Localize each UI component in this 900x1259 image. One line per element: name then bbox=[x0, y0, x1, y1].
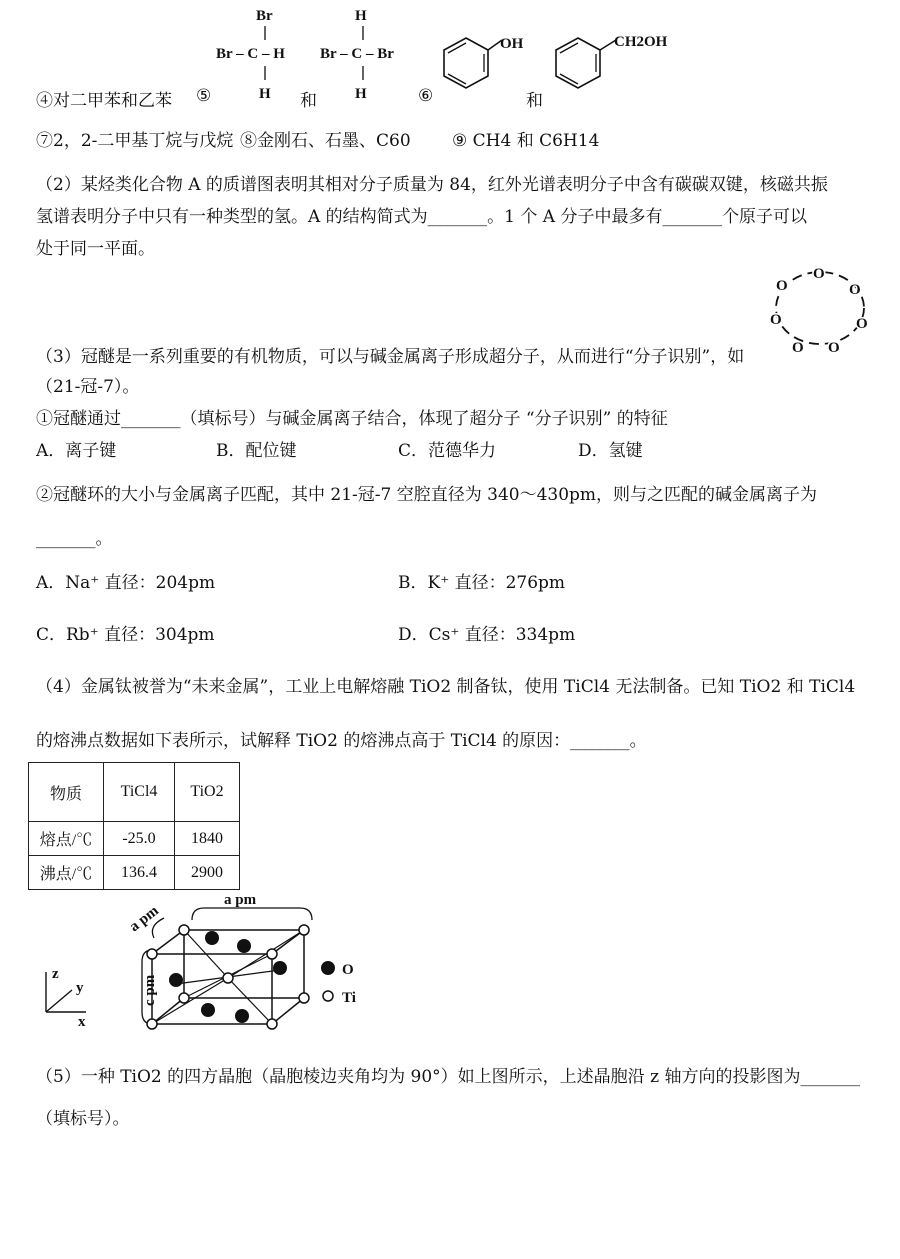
phenol-structure bbox=[436, 20, 536, 106]
legend-ti-marker bbox=[323, 991, 333, 1001]
table-cell: 沸点/℃ bbox=[29, 856, 104, 890]
oxygen-5: O bbox=[792, 340, 804, 356]
q3-blank: _______。 bbox=[36, 529, 113, 549]
table-cell: 熔点/℃ bbox=[29, 822, 104, 856]
q4-line-2: 的熔沸点数据如下表所示，试解释 TiO2 的熔沸点高于 TiCl4 的原因：_______。 bbox=[36, 731, 647, 751]
q2-line-2: 氢谱表明分子中只有一种类型的氢。A 的结构简式为_______。1 个 A 分子中最多有_______个原子可以 bbox=[36, 207, 807, 227]
oxygen-1: O bbox=[813, 266, 825, 282]
oxygen-3: O bbox=[856, 316, 868, 332]
q3-sub-1: ①冠醚通过_______（填标号）与碱金属离子结合，体现了超分子 “分子识别” 的特征 bbox=[36, 409, 668, 429]
q3-ion-option-d[interactable]: D．Cs⁺ 直径：334pm bbox=[398, 625, 576, 645]
q3-sub-2: ②冠醚环的大小与金属离子匹配，其中 21-冠-7 空腔直径为 340～430pm，则与之匹配的碱金属离子为 bbox=[36, 485, 818, 505]
q2-line-1: （2）某烃类化合物 A 的质谱图表明其相对分子质量为 84，红外光谱表明分子中含有碳碳双键，核磁共振 bbox=[36, 175, 828, 195]
q3-line-1: （3）冠醚是一系列重要的有机物质，可以与碱金属离子形成超分子，从而进行“分子识别”，如 bbox=[36, 347, 745, 367]
item-6-and: 和 bbox=[526, 91, 543, 111]
table-header: TiO2 bbox=[175, 763, 240, 822]
oxygen-6: O bbox=[770, 312, 782, 328]
q3-line-2: （21-冠-7）。 bbox=[36, 377, 140, 397]
benzyl-alcohol-structure bbox=[546, 20, 686, 106]
q5-line-1: （5）一种 TiO2 的四方晶胞（晶胞棱边夹角均为 90°）如上图所示，上述晶胞沿 z 轴方向的投影图为_______ bbox=[36, 1067, 860, 1087]
label-a-top: a pm bbox=[224, 892, 257, 908]
item-5-number: ⑤ bbox=[196, 86, 212, 106]
atom-h-bottom: H bbox=[259, 86, 271, 102]
legend-ti-label: Ti bbox=[342, 990, 356, 1006]
atom-h-bottom: H bbox=[355, 86, 367, 102]
table-cell: -25.0 bbox=[104, 822, 175, 856]
q2-line-3: 处于同一平面。 bbox=[36, 239, 155, 259]
oxygen-4: O bbox=[828, 340, 840, 356]
q3-ion-option-c[interactable]: C．Rb⁺ 直径：304pm bbox=[36, 625, 215, 645]
ch2oh-label: CH2OH bbox=[614, 34, 668, 50]
q3-option-d[interactable]: D．氢键 bbox=[578, 441, 643, 461]
item-5-and: 和 bbox=[300, 91, 317, 111]
table-header-row bbox=[29, 763, 240, 822]
atom-row: Br – C – Br bbox=[320, 46, 394, 62]
table-cell: 2900 bbox=[175, 856, 240, 890]
q3-option-b[interactable]: B．配位键 bbox=[216, 441, 297, 461]
oxygen-7: O bbox=[776, 278, 788, 294]
table-header: 物质 bbox=[29, 763, 104, 822]
axis-z-label: z bbox=[52, 966, 59, 982]
melting-boiling-table bbox=[28, 762, 240, 890]
label-a-side: a pm bbox=[126, 902, 162, 936]
legend-o-marker bbox=[321, 961, 335, 975]
table-row bbox=[29, 856, 240, 890]
item-7: ⑦2，2-二甲基丁烷与戊烷 bbox=[36, 131, 234, 151]
label-c-side: c pm bbox=[142, 974, 158, 1006]
dibromomethane-structure-2 bbox=[318, 4, 418, 104]
crown-ether-diagram bbox=[764, 258, 880, 358]
tio2-unit-cell-diagram bbox=[36, 886, 376, 1038]
atom-h-top: H bbox=[355, 8, 367, 24]
q5-line-2: （填标号）。 bbox=[36, 1109, 130, 1129]
q3-option-a[interactable]: A．离子键 bbox=[36, 441, 117, 461]
table-header: TiCl4 bbox=[104, 763, 175, 822]
axis-x-label: x bbox=[78, 1014, 86, 1030]
item-6-number: ⑥ bbox=[418, 86, 434, 106]
q4-line-1: （4）金属钛被誉为“未来金属”，工业上电解熔融 TiO2 制备钛，使用 TiCl4 无法制备。已知 TiO2 和 TiCl4 bbox=[36, 677, 856, 697]
oh-label: OH bbox=[500, 36, 524, 52]
q3-ion-option-b[interactable]: B．K⁺ 直径：276pm bbox=[398, 573, 566, 593]
item-9: ⑨ CH4 和 C6H14 bbox=[452, 131, 600, 151]
atom-br-top: Br bbox=[256, 8, 273, 24]
table-cell: 1840 bbox=[175, 822, 240, 856]
q3-option-c[interactable]: C．范德华力 bbox=[398, 441, 497, 461]
table-cell: 136.4 bbox=[104, 856, 175, 890]
axis-y-label: y bbox=[76, 980, 84, 996]
atom-row: Br – C – H bbox=[216, 46, 285, 62]
oxygen-2: O bbox=[849, 282, 861, 298]
dibromomethane-structure-1 bbox=[214, 4, 314, 104]
item-8: ⑧金刚石、石墨、C60 bbox=[240, 131, 411, 151]
q3-ion-option-a[interactable]: A．Na⁺ 直径：204pm bbox=[36, 573, 216, 593]
table-row bbox=[29, 822, 240, 856]
legend-o-label: O bbox=[342, 962, 354, 978]
item-4: ④对二甲苯和乙苯 bbox=[36, 91, 172, 111]
